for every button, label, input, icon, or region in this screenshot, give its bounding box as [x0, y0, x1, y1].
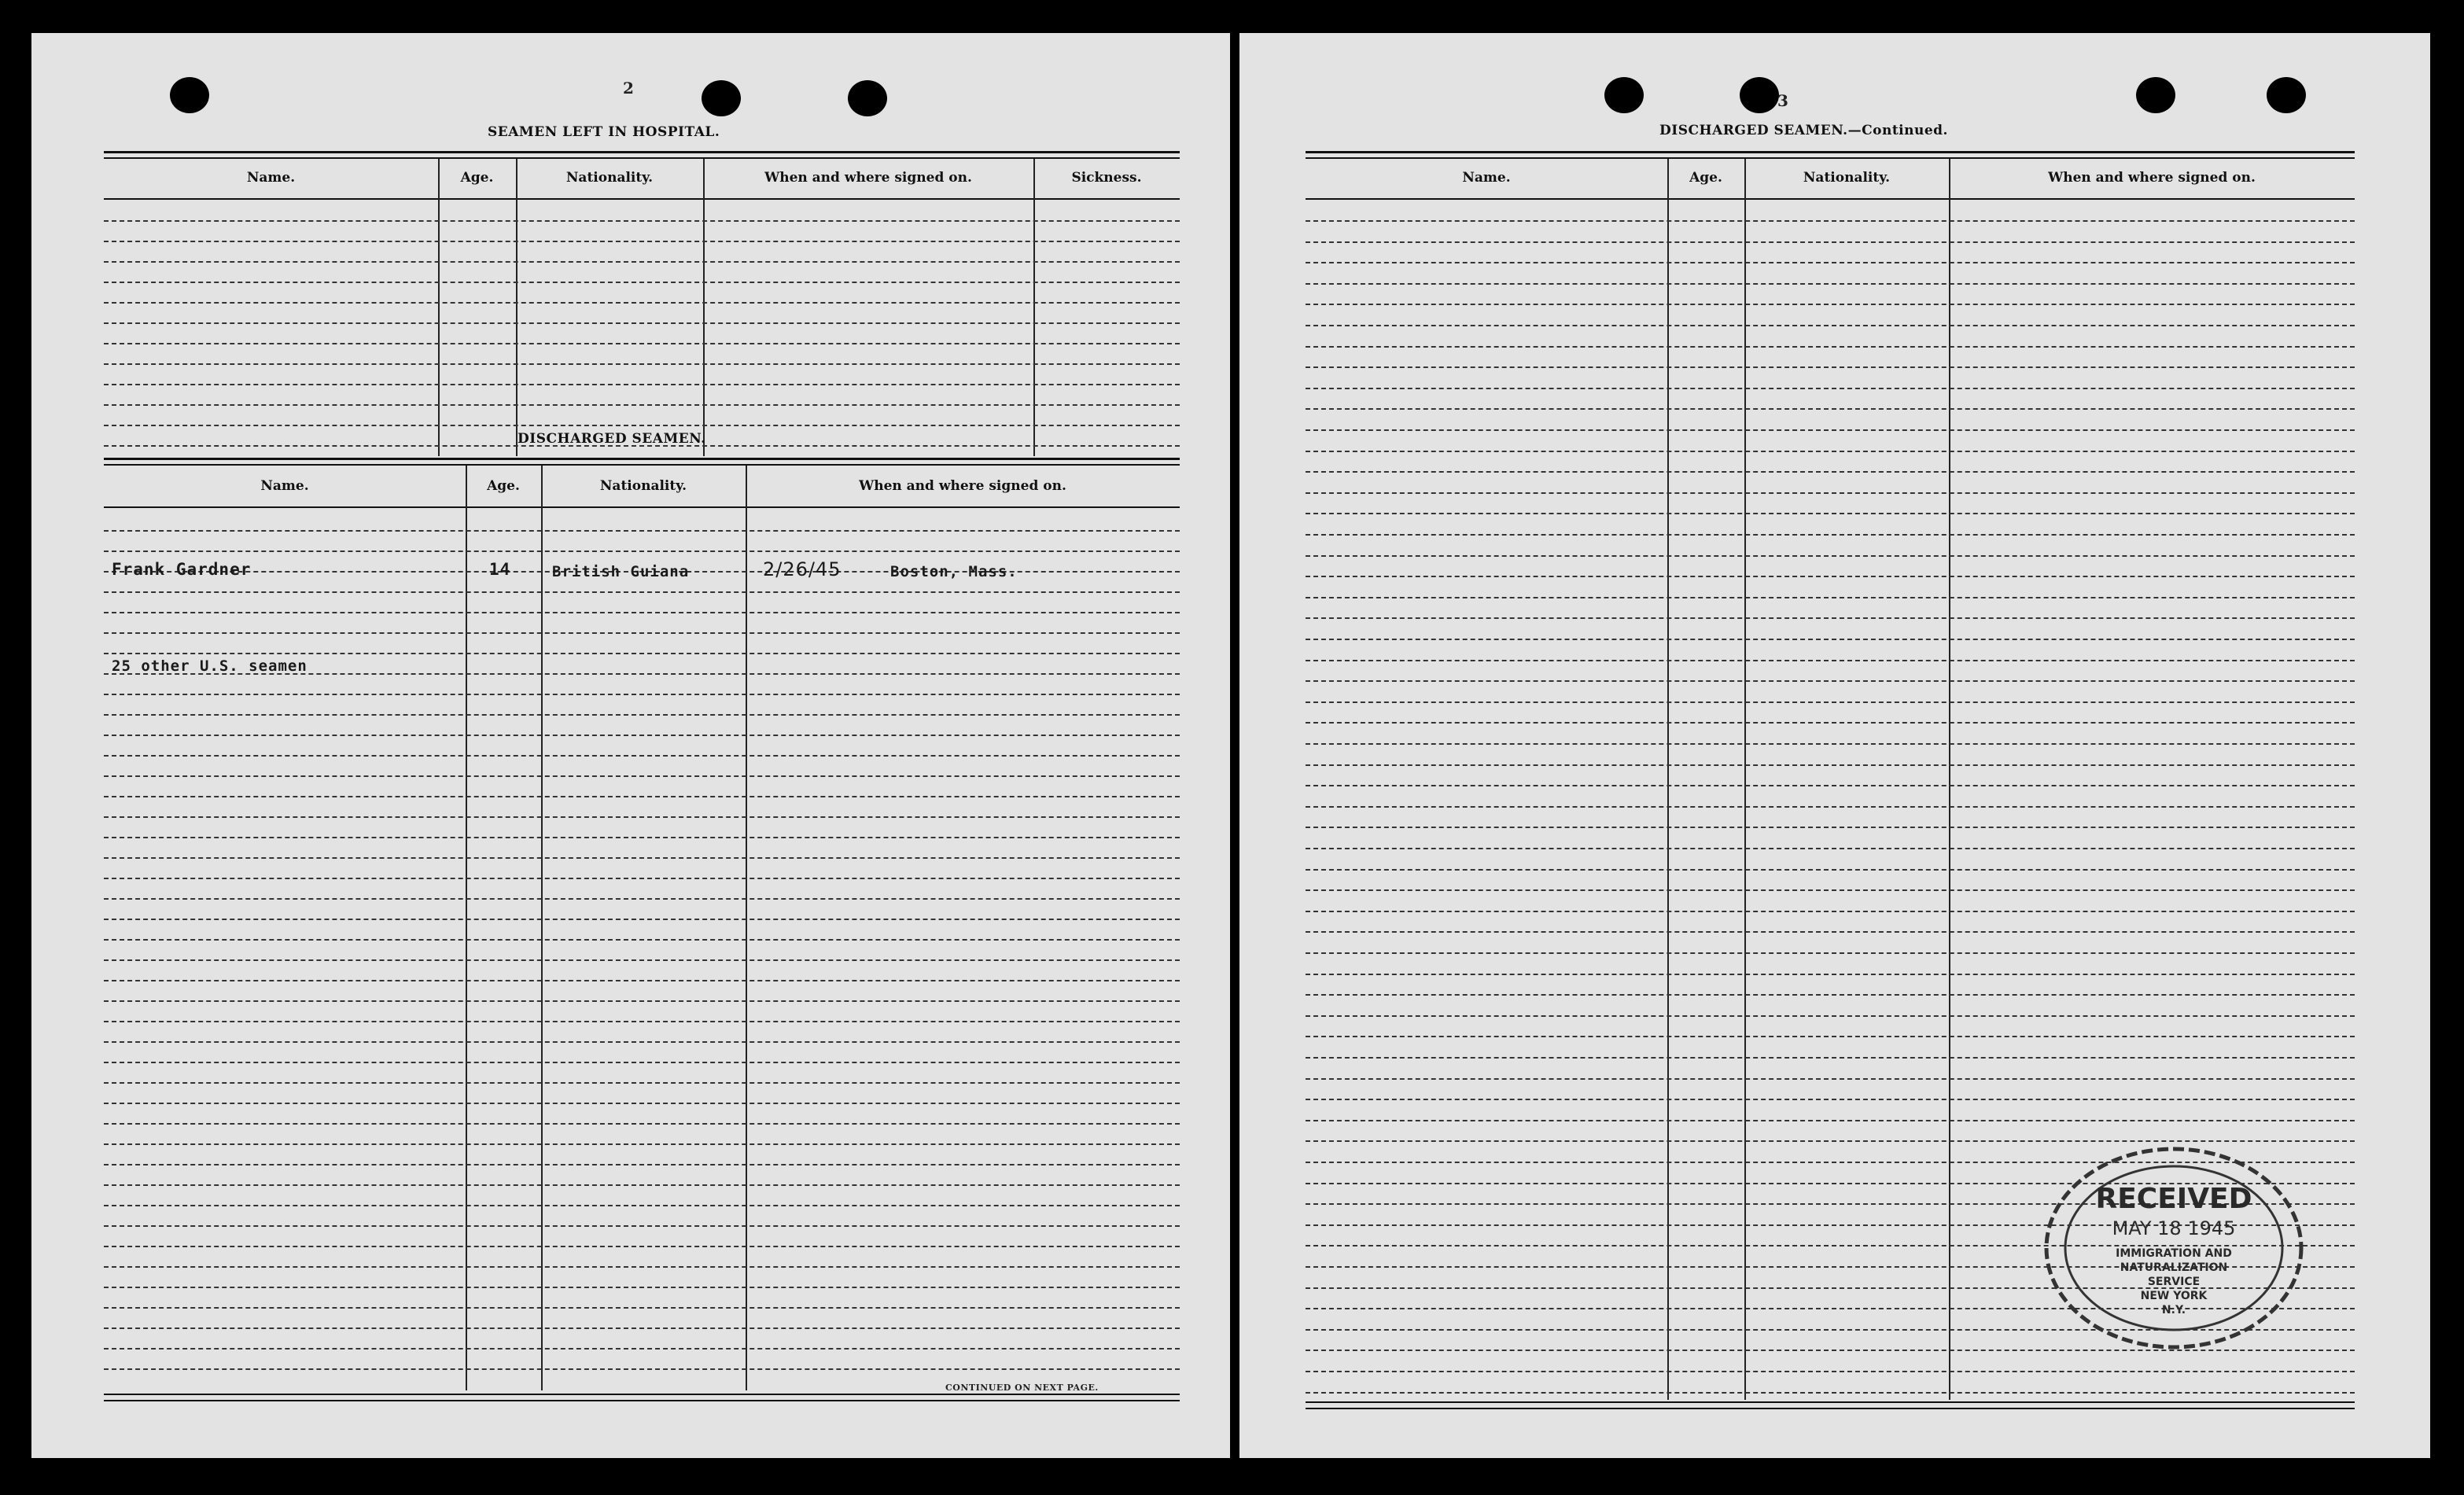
hospital-section-title: SEAMEN LEFT IN HOSPITAL.	[488, 124, 720, 140]
ruled-line	[104, 612, 1180, 613]
ruled-line	[104, 363, 1180, 365]
ruled-line	[1306, 660, 2355, 661]
hospital-table	[104, 151, 1180, 456]
stamp-line: NATURALIZATION	[2120, 1261, 2228, 1274]
ruled-line	[104, 1368, 1180, 1370]
column-header: Name.	[246, 170, 296, 186]
ruled-line	[1306, 639, 2355, 640]
entry-date: 2/26/45	[763, 558, 842, 580]
ruled-line	[104, 1164, 1180, 1165]
ruled-line	[1306, 597, 2355, 598]
ruled-line	[104, 1266, 1180, 1268]
ruled-line	[1306, 722, 2355, 724]
continued-note: CONTINUED ON NEXT PAGE.	[945, 1383, 1099, 1393]
table-rule	[104, 1400, 1180, 1401]
discharged-section-title: DISCHARGED SEAMEN.	[517, 431, 706, 447]
entry-name: 25 other U.S. seamen	[112, 657, 308, 675]
entry-age: 14	[489, 560, 511, 579]
table-rule	[1306, 198, 2355, 200]
ruled-line	[1306, 701, 2355, 703]
column-divider	[466, 466, 467, 1390]
received-stamp	[2040, 1142, 2307, 1354]
ruled-line	[1306, 1078, 2355, 1080]
ruled-line	[104, 775, 1180, 777]
ruled-line	[104, 714, 1180, 716]
ruled-line	[1306, 451, 2355, 452]
column-header: Age.	[1689, 170, 1722, 186]
ruled-line	[1306, 931, 2355, 933]
column-divider	[438, 159, 440, 456]
column-header: When and where signed on.	[859, 478, 1066, 494]
stamp-line: SERVICE	[2147, 1276, 2201, 1288]
ruled-line	[104, 1225, 1180, 1227]
ruled-line	[104, 1307, 1180, 1309]
page-number: 3	[1777, 91, 1788, 110]
ruled-line	[1306, 429, 2355, 431]
left-page	[31, 33, 1230, 1458]
ruled-line	[1306, 241, 2355, 243]
ruled-line	[1306, 325, 2355, 326]
ruled-line	[104, 1327, 1180, 1329]
ruled-line	[104, 857, 1180, 859]
ruled-line	[1306, 283, 2355, 285]
ruled-line	[1306, 952, 2355, 954]
ruled-line	[1306, 869, 2355, 871]
ruled-line	[1306, 1120, 2355, 1121]
ruled-line	[1306, 974, 2355, 975]
ruled-line	[1306, 534, 2355, 536]
ruled-line	[1306, 911, 2355, 912]
ruled-line	[104, 241, 1180, 242]
ruled-line	[104, 591, 1180, 593]
column-header: Sickness.	[1071, 170, 1142, 186]
entry-nationality: British Guiana	[552, 563, 690, 580]
ruled-line	[104, 980, 1180, 981]
ruled-line	[104, 755, 1180, 757]
stamp-line: NEW YORK	[2140, 1290, 2208, 1302]
table-rule	[104, 157, 1180, 159]
table-rule	[104, 458, 1180, 462]
ruled-line	[104, 322, 1180, 324]
table-rule	[104, 506, 1180, 508]
table-rule	[104, 151, 1180, 156]
column-header: When and where signed on.	[2048, 170, 2256, 186]
ruled-line	[1306, 1099, 2355, 1100]
ruled-line	[1306, 492, 2355, 494]
ruled-line	[104, 261, 1180, 263]
ruled-line	[1306, 262, 2355, 263]
ruled-line	[104, 837, 1180, 838]
section-title: DISCHARGED SEAMEN.—Continued.	[1659, 123, 1948, 138]
column-divider	[1033, 159, 1035, 456]
ruled-line	[104, 939, 1180, 941]
ruled-line	[1306, 220, 2355, 222]
ruled-line	[104, 1021, 1180, 1022]
ruled-line	[1306, 764, 2355, 766]
punch-hole	[2267, 77, 2306, 113]
ruled-line	[1306, 555, 2355, 557]
right-page	[1239, 33, 2430, 1458]
ruled-line	[1306, 1036, 2355, 1037]
column-header: When and where signed on.	[764, 170, 972, 186]
ruled-line	[104, 282, 1180, 283]
ruled-line	[104, 632, 1180, 634]
ruled-line	[104, 343, 1180, 344]
ruled-line	[1306, 408, 2355, 410]
column-divider	[703, 159, 705, 456]
ruled-line	[1306, 994, 2355, 996]
table-rule	[1306, 151, 2355, 156]
ruled-line	[104, 302, 1180, 304]
stamp-label: RECEIVED	[2095, 1183, 2252, 1215]
punch-hole	[1740, 77, 1779, 113]
ruled-line	[1306, 346, 2355, 348]
column-header: Age.	[460, 170, 494, 186]
column-divider	[746, 466, 747, 1390]
ruled-line	[104, 530, 1180, 532]
ruled-line	[104, 816, 1180, 818]
column-divider	[516, 159, 517, 456]
ruled-line	[1306, 1015, 2355, 1017]
ruled-line	[1306, 806, 2355, 808]
table-rule	[1306, 1408, 2355, 1409]
ruled-line	[1306, 680, 2355, 682]
punch-hole	[702, 80, 741, 116]
ruled-line	[104, 1143, 1180, 1145]
ruled-line	[1306, 1371, 2355, 1372]
ruled-line	[1306, 1057, 2355, 1059]
ruled-line	[104, 1082, 1180, 1084]
entry-place: Boston, Mass.	[890, 563, 1018, 580]
ruled-line	[104, 898, 1180, 900]
ruled-line	[104, 220, 1180, 222]
ruled-line	[104, 1246, 1180, 1247]
ruled-line	[1306, 889, 2355, 891]
column-header: Nationality.	[1803, 170, 1891, 186]
ruled-line	[104, 1000, 1180, 1002]
ruled-line	[1306, 471, 2355, 473]
ruled-line	[104, 694, 1180, 695]
discharged-table	[104, 458, 1180, 1416]
ruled-line	[104, 796, 1180, 797]
table-rule	[1306, 157, 2355, 159]
punch-hole	[170, 77, 209, 113]
column-header: Nationality.	[565, 170, 654, 186]
ruled-line	[104, 404, 1180, 406]
column-header: Age.	[487, 478, 520, 494]
ruled-line	[104, 550, 1180, 552]
ruled-line	[1306, 743, 2355, 745]
ruled-line	[104, 1287, 1180, 1288]
punch-hole	[1604, 77, 1644, 113]
ruled-line	[104, 1041, 1180, 1043]
ruled-line	[104, 1205, 1180, 1206]
ruled-line	[1306, 848, 2355, 849]
ruled-line	[1306, 304, 2355, 305]
page-number: 2	[623, 79, 634, 98]
column-header: Name.	[260, 478, 309, 494]
ruled-line	[104, 735, 1180, 736]
ruled-line	[104, 1184, 1180, 1186]
punch-hole	[848, 80, 887, 116]
punch-hole	[2136, 77, 2175, 113]
table-rule	[104, 1394, 1180, 1395]
ruled-line	[104, 1062, 1180, 1063]
entry-name: Frank Gardner	[112, 560, 252, 579]
ruled-line	[1306, 513, 2355, 514]
ruled-line	[1306, 576, 2355, 577]
ruled-line	[1306, 785, 2355, 786]
ruled-line	[104, 919, 1180, 920]
ruled-line	[104, 959, 1180, 961]
column-divider	[541, 466, 543, 1390]
table-rule	[104, 464, 1180, 466]
column-header: Nationality.	[599, 478, 687, 494]
ruled-line	[104, 384, 1180, 385]
stamp-line: N.Y.	[2161, 1304, 2186, 1316]
ruled-line	[104, 653, 1180, 654]
ruled-line	[104, 425, 1180, 426]
table-rule	[104, 198, 1180, 200]
column-header: Name.	[1462, 170, 1511, 186]
ruled-line	[104, 1103, 1180, 1104]
ruled-line	[1306, 366, 2355, 368]
ruled-line	[1306, 388, 2355, 389]
ruled-line	[1306, 1392, 2355, 1394]
ruled-line	[104, 1123, 1180, 1125]
ruled-line	[1306, 617, 2355, 619]
ruled-line	[1306, 827, 2355, 828]
table-rule	[1306, 1401, 2355, 1403]
stamp-line: IMMIGRATION AND	[2116, 1247, 2232, 1260]
stamp-date: MAY 18 1945	[2112, 1217, 2236, 1239]
ruled-line	[104, 1348, 1180, 1350]
ruled-line	[104, 878, 1180, 879]
